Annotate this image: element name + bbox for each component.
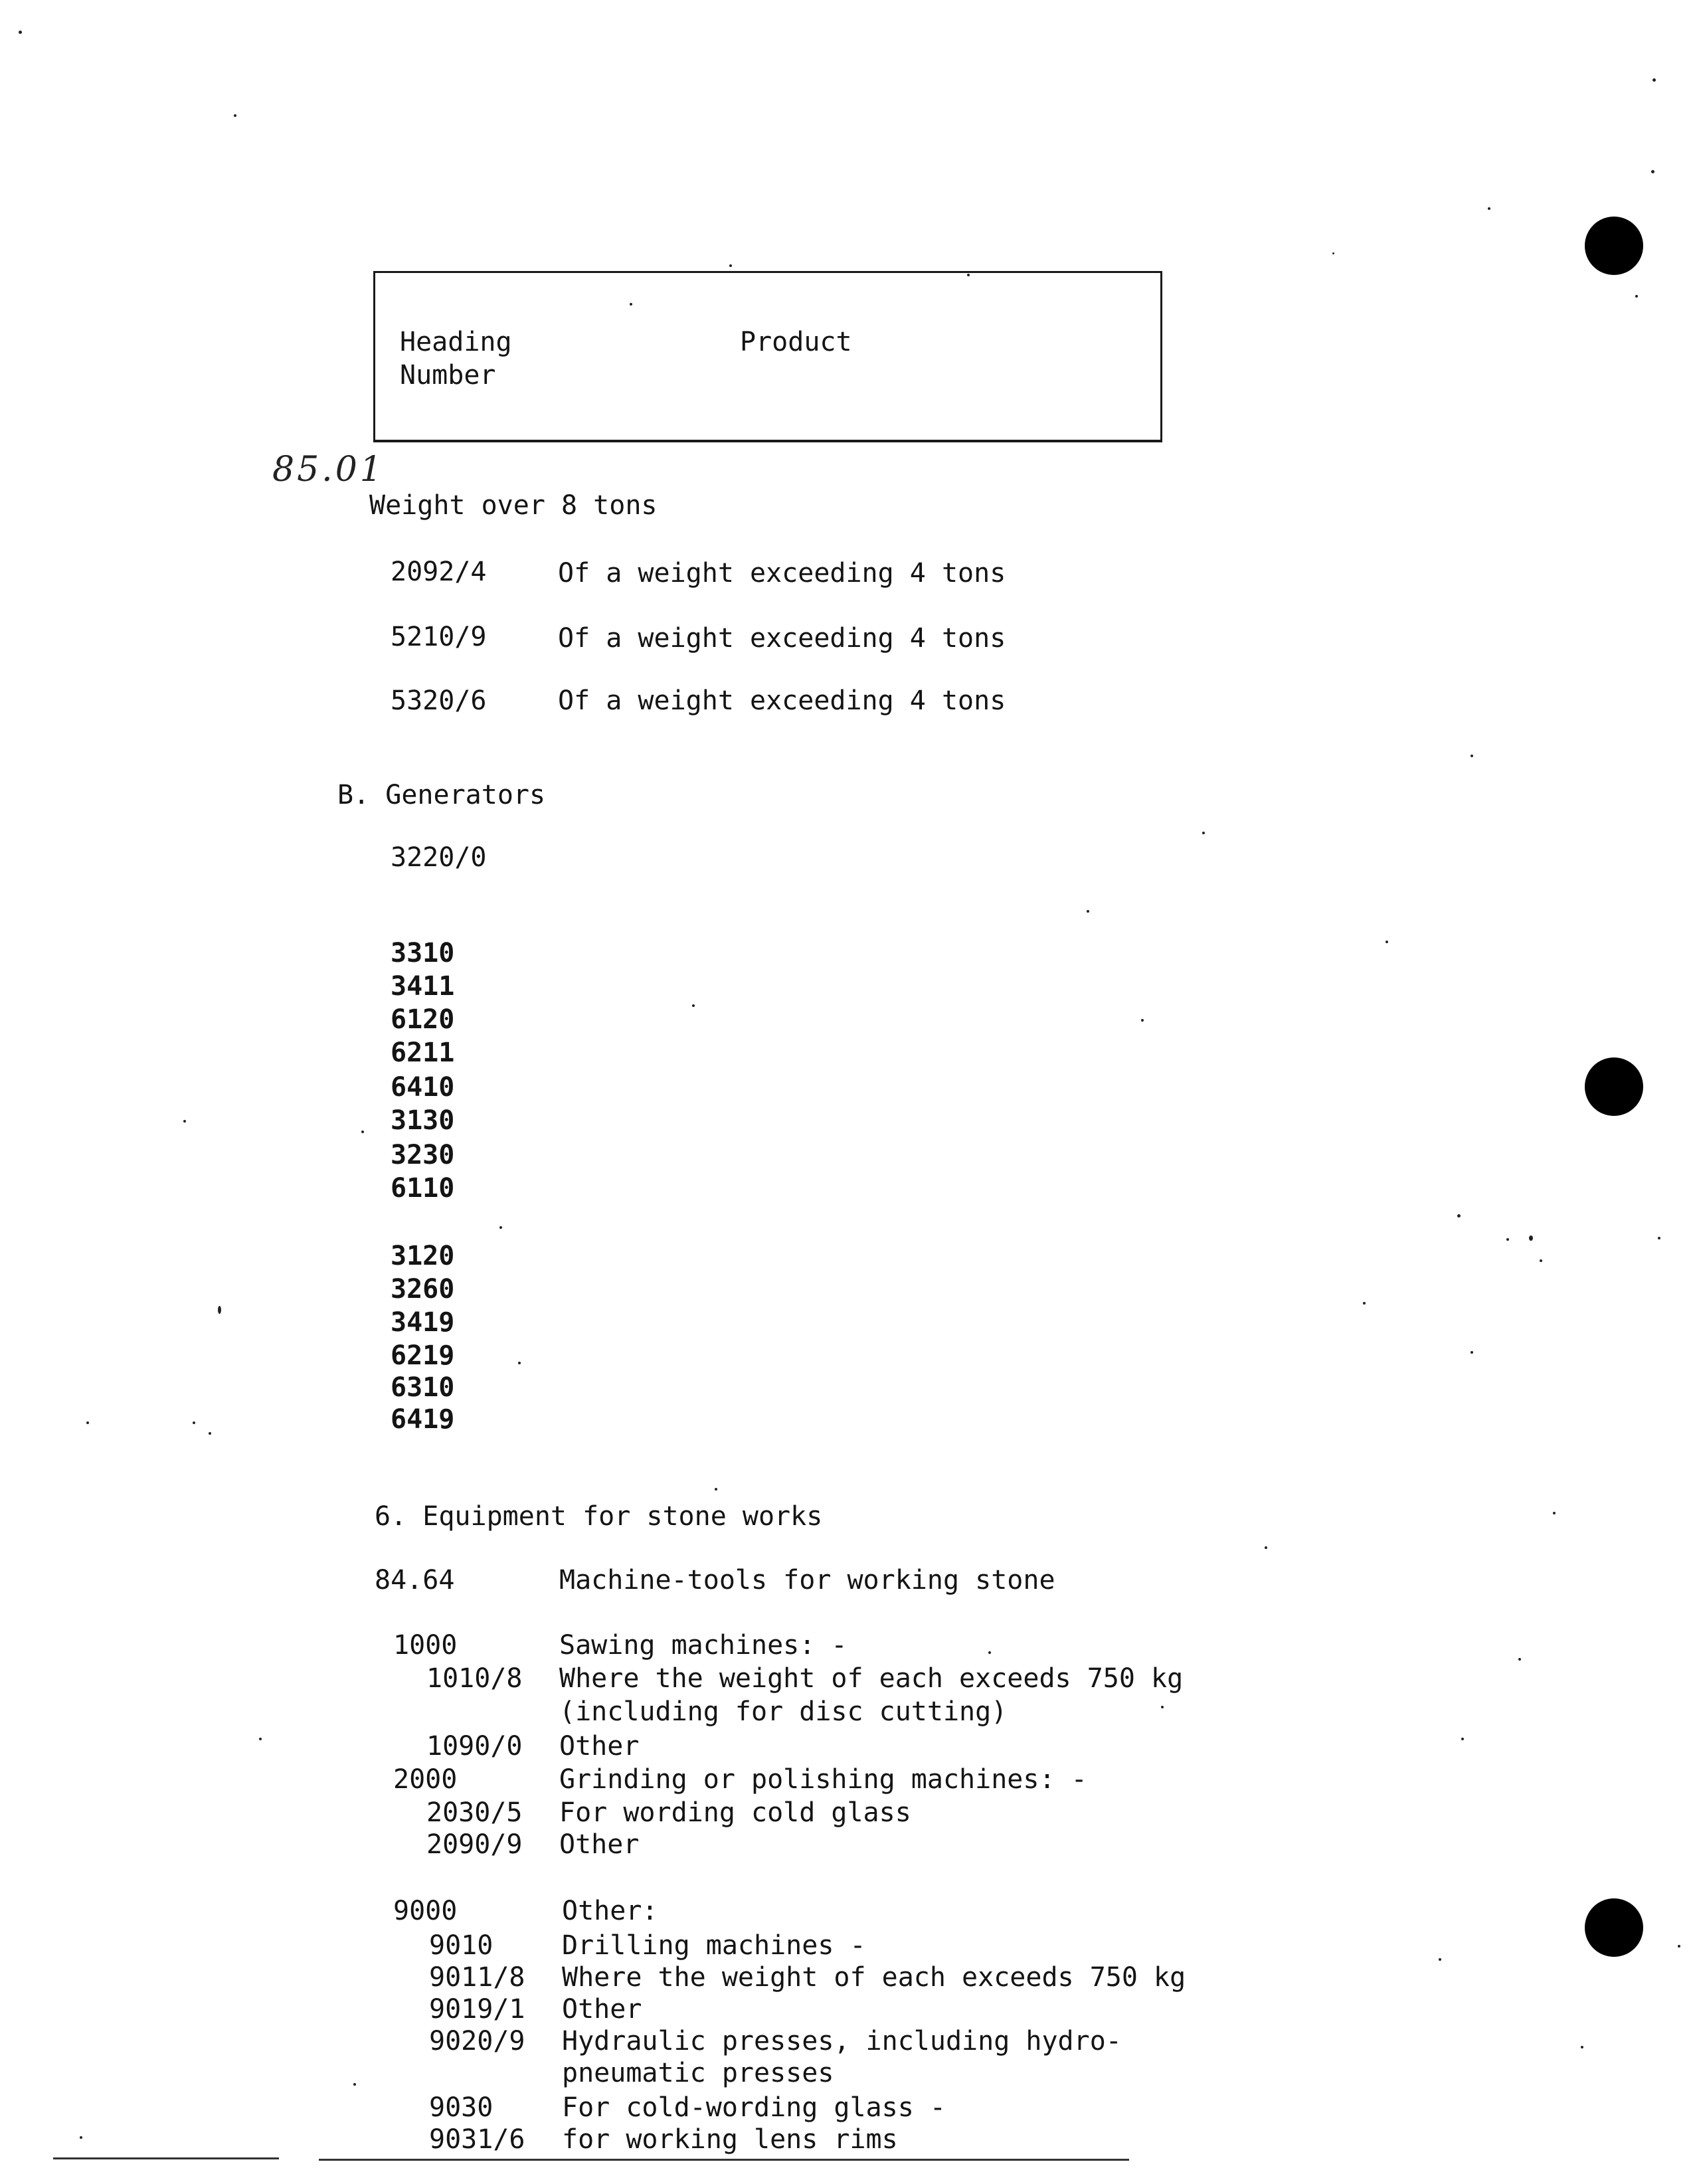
stone-line-desc: Grinding or polishing machines: - xyxy=(559,1764,1087,1795)
stone-line-desc: pneumatic presses xyxy=(562,2058,834,2088)
generator-code: 6120 xyxy=(391,1004,455,1035)
punch-hole-middle xyxy=(1585,1057,1643,1116)
stone-line-code: 1090/0 xyxy=(426,1731,523,1762)
generator-code: 6219 xyxy=(391,1340,455,1371)
stone-line-code: 2000 xyxy=(393,1764,458,1795)
column-product: Product xyxy=(740,327,852,357)
stone-line-desc: Other xyxy=(559,1731,640,1762)
section-generators-title: B. Generators xyxy=(337,780,546,810)
generator-code: 3260 xyxy=(391,1274,455,1305)
stone-heading-code: 84.64 xyxy=(375,1565,455,1595)
generator-code: 3411 xyxy=(391,971,455,1002)
generator-code: 6419 xyxy=(391,1404,455,1435)
stone-line-desc: Other xyxy=(559,1829,640,1860)
generator-code: 3310 xyxy=(391,938,455,968)
generator-code: 6110 xyxy=(391,1173,455,1204)
stone-line-code: 9031/6 xyxy=(429,2124,525,2155)
stone-line-code: 9030 xyxy=(429,2092,493,2123)
stone-line-code: 1000 xyxy=(393,1630,458,1661)
stone-line-desc: Other xyxy=(562,1994,642,2025)
generator-code: 6410 xyxy=(391,1072,455,1103)
stone-line-desc: Other: xyxy=(562,1896,658,1926)
weight-row-desc: Of a weight exceeding 4 tons xyxy=(558,558,1006,589)
bottom-rule-left xyxy=(53,2157,279,2159)
stone-line-code: 9000 xyxy=(393,1896,458,1926)
stone-line-code: 2030/5 xyxy=(426,1797,523,1828)
stone-line-desc: Drilling machines - xyxy=(562,1930,866,1961)
generator-code: 3120 xyxy=(391,1241,455,1271)
weight-row-desc: Of a weight exceeding 4 tons xyxy=(558,685,1006,716)
stone-line-desc: Sawing machines: - xyxy=(559,1630,848,1661)
generator-code: 6211 xyxy=(391,1038,455,1068)
generator-code: 3419 xyxy=(391,1307,455,1338)
handwritten-heading-number: 85.01 xyxy=(272,450,385,490)
weight-row-code: 2092/4 xyxy=(391,557,487,587)
generators-first-code: 3220/0 xyxy=(391,842,487,873)
stone-line-code: 9010 xyxy=(429,1930,493,1961)
section-stone-title: 6. Equipment for stone works xyxy=(375,1501,823,1532)
punch-hole-bottom xyxy=(1585,1898,1643,1957)
stone-line-code: 9019/1 xyxy=(429,1994,525,2025)
section-weight-title: Weight over 8 tons xyxy=(369,490,658,521)
weight-row-desc: Of a weight exceeding 4 tons xyxy=(558,623,1006,654)
stone-line-desc: Hydraulic presses, including hydro- xyxy=(562,2026,1122,2056)
stone-line-code: 1010/8 xyxy=(426,1663,523,1694)
column-heading-number: Heading Number xyxy=(400,327,512,391)
stone-line-code: 9020/9 xyxy=(429,2026,525,2056)
stone-heading-desc: Machine-tools for working stone xyxy=(559,1565,1055,1595)
stone-line-desc: For cold-wording glass - xyxy=(562,2092,946,2123)
stone-line-desc: Where the weight of each exceeds 750 kg xyxy=(559,1663,1184,1694)
weight-row-code: 5320/6 xyxy=(391,685,487,716)
generator-code: 6310 xyxy=(391,1372,455,1403)
punch-hole-top xyxy=(1585,217,1643,275)
stone-line-desc: Where the weight of each exceeds 750 kg xyxy=(562,1962,1186,1993)
generator-code: 3230 xyxy=(391,1140,455,1170)
generator-code: 3130 xyxy=(391,1105,455,1136)
stone-line-desc: (including for disc cutting) xyxy=(559,1696,1008,1727)
stone-line-code: 2090/9 xyxy=(426,1829,523,1860)
stone-line-desc: for working lens rims xyxy=(562,2124,898,2155)
bottom-rule-right xyxy=(319,2159,1129,2161)
stone-line-desc: For wording cold glass xyxy=(559,1797,911,1828)
stone-line-code: 9011/8 xyxy=(429,1962,525,1993)
weight-row-code: 5210/9 xyxy=(391,622,487,652)
